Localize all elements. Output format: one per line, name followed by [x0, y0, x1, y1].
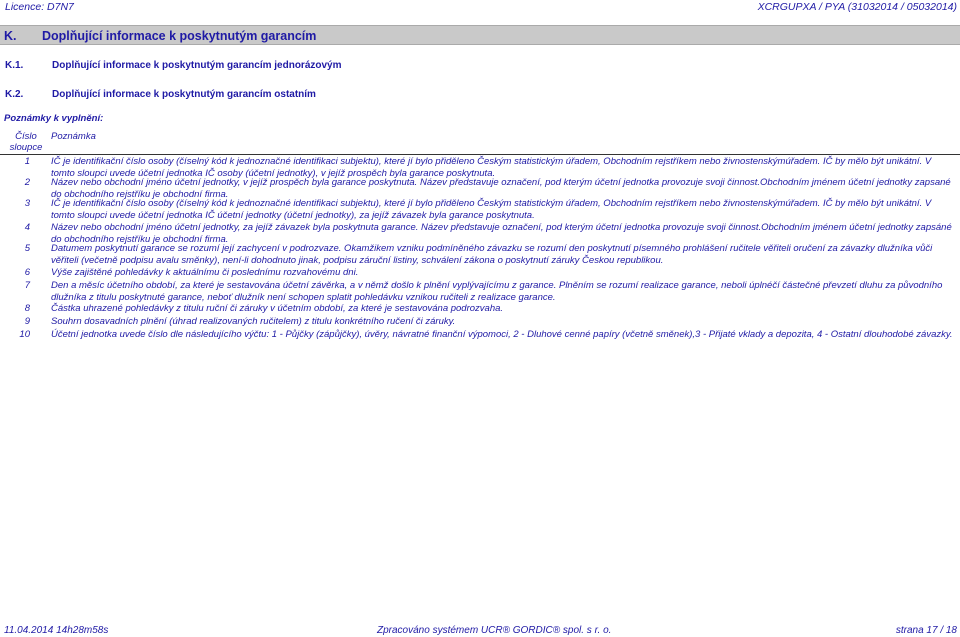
footer-system: Zpracováno systémem UCR® GORDIC® spol. s r. o. [377, 625, 612, 636]
report-id: XCRGUPXA / PYA (31032014 / 05032014) [757, 1, 957, 13]
item-number: 6 [24, 267, 30, 278]
top-bar [0, 0, 960, 14]
page-footer [0, 624, 960, 637]
subsection-code: K.1. [5, 60, 24, 71]
footer-datetime: 11.04.2014 14h28m58s [4, 625, 109, 636]
item-text: Souhrn dosavadních plnění (úhrad realizovaných ručitelem) z titulu konkrétního ručení či záruky. [51, 316, 456, 327]
section-code: K. [4, 29, 17, 43]
item-text: Částka uhrazené pohledávky z titulu ruční či záruky v účetním období, za které je sestavována podrozvaha. [51, 303, 504, 314]
section-header [0, 25, 960, 45]
subsection-row [0, 88, 960, 102]
subsection-title: Doplňující informace k poskytnutým garancím ostatním [52, 89, 316, 100]
item-number: 5 [24, 243, 30, 254]
item-number: 8 [24, 303, 30, 314]
subsection-code: K.2. [5, 89, 24, 100]
item-text: Název nebo obchodní jméno účetní jednotky, v jejíž prospěch byla garance poskytnuta. Název představuje označení, pod kterým účetní jednotka provozuje svoji činnost.Obchodním jménem účetní jednotky zapsané do obchodního rejstříku je obchodní firma. [51, 177, 951, 200]
item-text: Název nebo obchodní jméno účetní jednotky, za jejíž závazek byla poskytnuta garance. Název představuje označení, pod kterým účetní jednotka provozuje svoji činnost.Obchodním jménem účetní jednotky zapsáné do obchodního rejstříku je obchodní firma. [51, 222, 952, 245]
item-text: Den a měsíc účetního období, za které je sestavována účetní závěrka, a v němž došlo k plnění vyplývajícímu z garance. Plněním se rozumí realizace garance, neboli úplnéčí částečné převzetí dluhu za původního dlužníka z titulu poskytnuté garance, neboť dlužník není schopen splatit pohledávku vznikou ručiteli z realizace garance. [51, 280, 943, 303]
item-number: 4 [24, 222, 30, 233]
item-number: 9 [24, 316, 30, 327]
item-number: 3 [24, 198, 30, 209]
item-text: Výše zajištěné pohledávky k aktuálnímu či poslednímu rozvahovému dni. [51, 267, 359, 278]
item-text: IČ je identifikační číslo osoby (číselný kód k jednoznačné identifikaci subjektu), které jí bylo přiděleno Českým statistickým úřadem, Obchodním rejstříkem nebo živnostenskýmúřadem. IČ by mělo být unikátní. V tomto sloupci uvede účetní jednotka IČ osoby (účetní jednotky), v jejíž prospěch byla garance poskytnuta. [51, 156, 932, 179]
item-number: 10 [19, 329, 30, 340]
licence-label: Licence: D7N7 [5, 1, 74, 13]
column-note-header: Poznámka [51, 131, 96, 142]
column-number-header: Číslo sloupce [9, 131, 43, 153]
item-number: 7 [24, 280, 30, 291]
subsection-row [0, 59, 960, 73]
item-text: IČ je identifikační číslo osoby (číselný kód k jednoznačné identifikaci subjektu), které jí bylo přiděleno Českým statistickým úřadem, Obchodním rejstříkem nebo živnostenskýmúřadem. IČ by mělo být unikátní. V tomto sloupci uvede účetní jednotka IČ účetní jednotky (účetní jednotky), za jejíž závazek byla garance poskytnuta. [51, 198, 932, 221]
notes-heading: Poznámky k vyplnění: [4, 113, 104, 124]
header-divider [0, 154, 960, 155]
item-text: Účetní jednotka uvede číslo dle následujícího výčtu: 1 - Půjčky (zápůjčky), úvěry, návratné finanční výpomoci, 2 - Dluhové cenné papíry (včetně směnek),3 - Přijaté vklady a depozita, 4 - Ostatní dlouhodobé závazky. [51, 329, 953, 340]
subsection-title: Doplňující informace k poskytnutým garancím jednorázovým [52, 60, 342, 71]
footer-page: strana 17 / 18 [895, 625, 957, 636]
section-title: Doplňující informace k poskytnutým garancím [42, 29, 317, 43]
item-number: 1 [24, 156, 30, 167]
item-text: Datumem poskytnutí garance se rozumí její zachycení v podrozvaze. Okamžikem vzniku podmíněného závazku se rozumí den poskytnutí písemného prohlášení ručitele věřiteli oručení za závazky dlužníka vůči věřiteli (večetně podpisu avalu směnky), není-li dohodnuto jinak, podpisu záruční listiny, schválení zákona o poskytnutí záruky Českou republikou. [51, 243, 933, 266]
item-number: 2 [24, 177, 30, 188]
